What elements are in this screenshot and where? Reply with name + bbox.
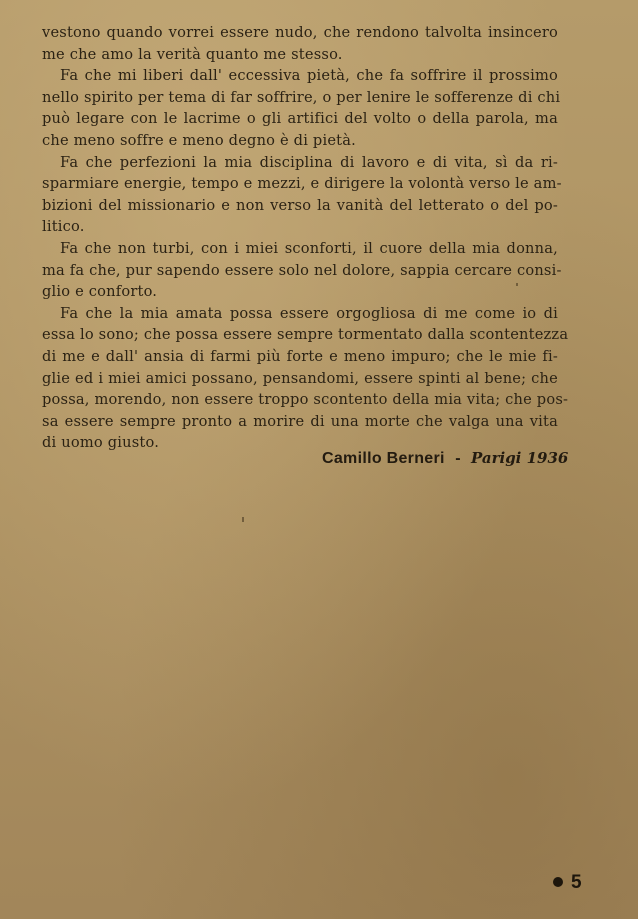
paper-speck bbox=[242, 517, 244, 522]
text-line: vestono quando vorrei essere nudo, che rendono talvolta insincero bbox=[42, 24, 558, 41]
text-line: che meno soffre e meno degno è di pietà. bbox=[42, 131, 356, 149]
text-line: Fa che la mia amata possa essere orgogliosa di me come io di bbox=[60, 304, 558, 322]
text-line: Fa che non turbi, con i miei sconforti, il cuore della mia donna, bbox=[60, 239, 558, 257]
paper-speck bbox=[516, 283, 518, 286]
text-line: me che amo la verità quanto me stesso. bbox=[42, 45, 343, 63]
page-number bbox=[553, 872, 582, 894]
text-line: glie ed i miei amici possano, pensandomi, essere spinti al bene; che bbox=[42, 369, 558, 387]
text-line: sparmiare energie, tempo e mezzi, e dirigere la volontà verso le am- bbox=[42, 175, 562, 193]
body-text bbox=[42, 22, 569, 454]
text-line: sa essere sempre pronto a morire di una morte che valga una vita bbox=[42, 412, 558, 430]
text-line: nello spirito per tema di far soffrire, o per lenire le sofferenze di chi bbox=[42, 88, 561, 106]
text-line: glio e conforto. bbox=[42, 283, 158, 301]
bullet-icon bbox=[553, 877, 563, 887]
signature-separator: - bbox=[455, 450, 461, 467]
text-line: può legare con le lacrime o gli artifici del volto o della parola, ma bbox=[42, 110, 558, 128]
text-line: possa, morendo, non essere troppo scontento della mia vita; che pos- bbox=[42, 391, 569, 409]
text-line: litico. bbox=[42, 218, 85, 236]
text-line: bizioni del missionario e non verso la vanità del letterato o del po- bbox=[42, 196, 558, 214]
text-line: Fa che perfezioni la mia disciplina di lavoro e di vita, sì da ri- bbox=[60, 153, 558, 171]
text-line: di me e dall' ansia di farmi più forte e meno impuro; che le mie fi- bbox=[42, 347, 558, 365]
text-line: ma fa che, pur sapendo essere solo nel dolore, sappia cercare consi- bbox=[42, 261, 562, 279]
text-line: Fa che mi liberi dall' eccessiva pietà, che fa soffrire il prossimo bbox=[60, 67, 558, 85]
text-line: essa lo sono; che possa essere sempre tormentato dalla scontentezza bbox=[42, 326, 569, 344]
page-number-label: 5 bbox=[571, 872, 582, 893]
signature bbox=[322, 449, 568, 468]
signature-author: Camillo Berneri bbox=[322, 450, 445, 467]
signature-place-date: Parigi 1936 bbox=[471, 449, 569, 467]
text-line: di uomo giusto. bbox=[42, 434, 160, 452]
